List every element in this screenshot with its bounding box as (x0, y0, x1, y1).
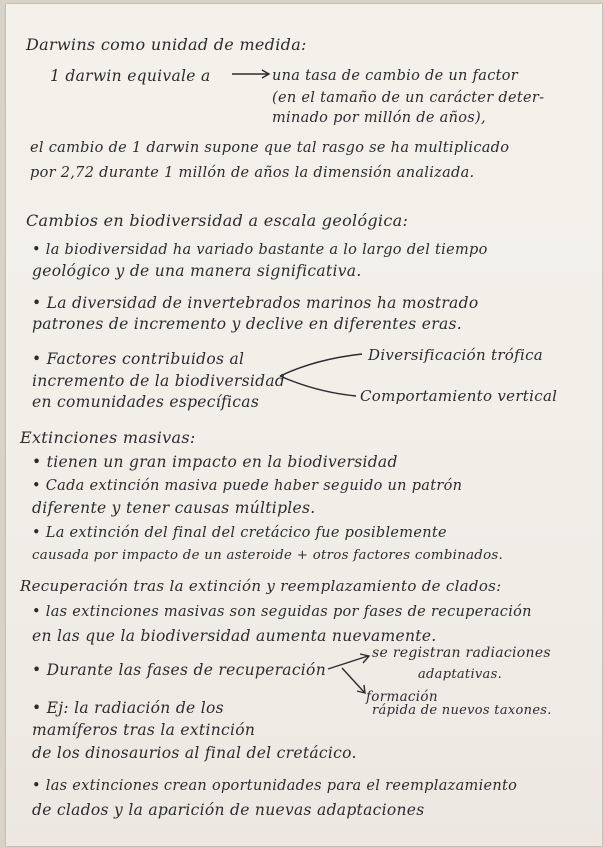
recovery-bullet-line: en las que la biodiversidad aumenta nuevamente. (32, 627, 437, 645)
section-biodiversity-title: Cambios en biodiversidad a escala geológica: (26, 211, 409, 230)
factors-lead-line: incremento de la biodiversidad (32, 372, 286, 390)
biodiversity-bullet-line: patrones de incremento y declive en diferentes eras. (32, 315, 462, 333)
branch-to-trophic-icon (280, 354, 362, 376)
recovery-outcome-formation: rápida de nuevos taxones. (372, 703, 552, 718)
example-line: de los dinosaurios al final del cretácico. (32, 744, 357, 762)
notebook-page (6, 4, 602, 846)
darwin-definition-line: minado por millón de años), (272, 110, 486, 126)
closing-line: de clados y la aparición de nuevas adaptaciones (32, 801, 425, 819)
section-recovery-title: Recuperación tras la extinción y reemplazamiento de clados: (20, 577, 502, 595)
biodiversity-bullet-line: geológico y de una manera significativa. (32, 262, 362, 280)
extinctions-bullet-line: • Cada extinción masiva puede haber seguido un patrón (32, 478, 463, 494)
recovery-outcome-formation: formación (366, 689, 438, 705)
extinctions-bullet: • tienen un gran impacto en la biodiversidad (32, 453, 398, 471)
darwin-explanation-line: por 2,72 durante 1 millón de años la dimensión analizada. (30, 165, 475, 181)
recovery-bullet-line: • las extinciones masivas son seguidas por fases de recuperación (32, 604, 532, 620)
recovery-phase-lead: • Durante las fases de recuperación (32, 661, 326, 679)
biodiversity-bullet-line: • La diversidad de invertebrados marinos ha mostrado (32, 294, 479, 312)
section-darwin-title: Darwins como unidad de medida: (26, 35, 307, 54)
darwin-definition-line: (en el tamaño de un carácter deter- (272, 90, 545, 106)
example-line: mamíferos tras la extinción (32, 721, 256, 739)
darwin-definition-lead: 1 darwin equivale a (50, 67, 211, 85)
arrow-radiation-icon (328, 656, 368, 669)
extinctions-bullet-line: causada por impacto de un asteroide + otros factores combinados. (32, 548, 504, 563)
darwin-definition-line: una tasa de cambio de un factor (272, 68, 519, 84)
extinctions-bullet-line: • La extinción del final del cretácico fue posiblemente (32, 525, 447, 541)
example-line: • Ej: la radiación de los (32, 699, 224, 717)
factor-trophic: Diversificación trófica (368, 346, 544, 364)
recovery-outcome-radiation: se registran radiaciones (372, 645, 551, 661)
extinctions-bullet-line: diferente y tener causas múltiples. (32, 499, 316, 517)
darwin-explanation-line: el cambio de 1 darwin supone que tal rasgo se ha multiplicado (30, 140, 510, 156)
arrow-formation-icon (342, 668, 364, 692)
biodiversity-bullet-line: • la biodiversidad ha variado bastante a lo largo del tiempo (32, 242, 488, 258)
branch-to-vertical-icon (280, 376, 356, 396)
recovery-outcome-radiation: adaptativas. (418, 667, 502, 682)
closing-line: • las extinciones crean oportunidades para el reemplazamiento (32, 778, 518, 794)
factors-lead-line: • Factores contribuidos al (32, 350, 245, 368)
section-extinctions-title: Extinciones masivas: (20, 428, 196, 447)
factors-lead-line: en comunidades específicas (32, 393, 260, 411)
factor-vertical: Comportamiento vertical (360, 387, 558, 405)
